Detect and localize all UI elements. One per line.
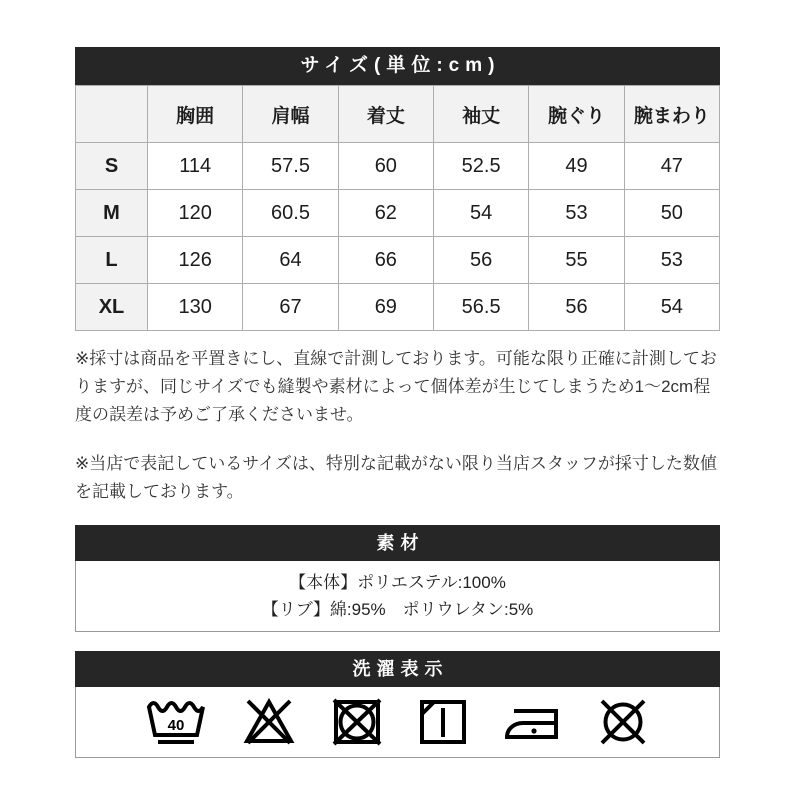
cell-value: 130 [148, 284, 243, 331]
table-row-l [76, 237, 720, 284]
cell-value: 66 [338, 237, 433, 284]
cell-value: 60 [338, 143, 433, 190]
do-not-bleach-icon [241, 696, 297, 748]
cell-value: 56 [433, 237, 528, 284]
column-header-shoulder: 肩幅 [243, 86, 338, 143]
machine-wash-40-gentle-icon [145, 696, 207, 748]
care-section-title: 洗濯表示 [352, 659, 449, 679]
line-dry-in-shade-icon [417, 696, 469, 748]
care-section-header [75, 651, 720, 687]
size-section-title: サイズ(単位:cm) [300, 55, 501, 76]
cell-value: 53 [624, 237, 719, 284]
iron-low-heat-icon [503, 696, 561, 748]
material-line-body: 【本体】ポリエステル:100% [289, 572, 506, 592]
content-column [75, 47, 720, 758]
cell-value: 54 [624, 284, 719, 331]
care-panel [75, 687, 720, 758]
size-label: L [76, 237, 148, 284]
material-line-rib: 【リブ】綿:95% ポリウレタン:5% [261, 599, 534, 619]
cell-value: 56 [529, 284, 624, 331]
column-header-arm: 腕まわり [624, 86, 719, 143]
size-table-header-row [76, 86, 720, 143]
cell-value: 67 [243, 284, 338, 331]
material-panel [75, 561, 720, 632]
cell-value: 52.5 [433, 143, 528, 190]
column-header-length: 着丈 [338, 86, 433, 143]
cell-value: 62 [338, 190, 433, 237]
cell-value: 64 [243, 237, 338, 284]
measurement-note: ※採寸は商品を平置きにし、直線で計測しております。可能な限り正確に計測しておりますが、同じサイズでも縫製や素材によって個体差が生じてしまうため1〜2cm程度の誤差は予めご了承くださいませ。 [75, 349, 717, 424]
cell-value: 56.5 [433, 284, 528, 331]
cell-value: 53 [529, 190, 624, 237]
cell-value: 60.5 [243, 190, 338, 237]
cell-value: 55 [529, 237, 624, 284]
column-header-armhole: 腕ぐり [529, 86, 624, 143]
cell-value: 54 [433, 190, 528, 237]
do-not-dry-clean-icon [595, 696, 651, 748]
size-label: S [76, 143, 148, 190]
column-header-sleeve: 袖丈 [433, 86, 528, 143]
cell-value: 50 [624, 190, 719, 237]
size-table [75, 85, 720, 331]
size-label: XL [76, 284, 148, 331]
svg-text:40: 40 [167, 717, 184, 734]
cell-value: 114 [148, 143, 243, 190]
do-not-tumble-dry-icon [331, 696, 383, 748]
table-row-m [76, 190, 720, 237]
size-table-corner-cell [76, 86, 148, 143]
staff-measured-note: ※当店で表記しているサイズは、特別な記載がない限り当店スタッフが採寸した数値を記載しております。 [75, 454, 717, 501]
cell-value: 47 [624, 143, 719, 190]
size-label: M [76, 190, 148, 237]
table-row-s [76, 143, 720, 190]
table-row-xl [76, 284, 720, 331]
material-section-title: 素材 [376, 533, 425, 553]
size-section-header [75, 47, 720, 85]
cell-value: 126 [148, 237, 243, 284]
care-section [75, 651, 720, 758]
material-section [75, 525, 720, 632]
cell-value: 49 [529, 143, 624, 190]
column-header-chest: 胸囲 [148, 86, 243, 143]
cell-value: 57.5 [243, 143, 338, 190]
material-section-header [75, 525, 720, 561]
cell-value: 69 [338, 284, 433, 331]
cell-value: 120 [148, 190, 243, 237]
